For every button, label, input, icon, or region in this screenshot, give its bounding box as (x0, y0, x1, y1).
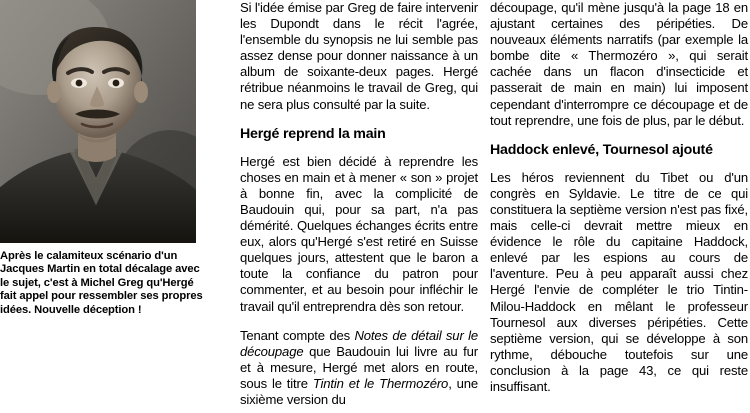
text-run-1: Tenant compte des (240, 327, 355, 343)
portrait-photo-image (0, 0, 196, 243)
photo-caption: Après le calamiteux scénario d'un Jacques Martin en total décalage avec le sujet, c'est à Michel Greg qu'Hergé fait appel pour ressembler ses propres idées. Nouvelle déception ! (0, 250, 203, 316)
paragraph-septieme-version: Les héros reviennent du Tibet ou d'un congrès en Syldavie. Le titre de ce qui constituera la septième version n'est pas fixé, mais celle-ci devrait mettre mieux en évidence le rôle du capitaine Haddock, enlevé par les espions au cours de l'aventure. Peu à peu apparaît aussi chez Hergé l'envie de compléter le trio Tintin-Milou-Haddock en mêlant le professeur Tournesol aux diverses péripéties. Cette septième version, qui se développe à son rythme, débouche toutefois sur une conclusion à la page 43, ce qui reste insuffisant. (490, 169, 748, 394)
paragraph-greg-synopsis: Si l'idée émise par Greg de faire intervenir les Dupondt dans le récit l'agrée, l'ensemble du synopsis ne lui semble pas assez dense pour donner naissance à un album de soixante-deux pages. Hergé rétribue néanmoins le travail de Greg, qui ne sera plus consulté par la suite. (240, 0, 478, 112)
middle-text-column (240, 0, 490, 413)
paragraph-notes-decoupage (240, 328, 478, 408)
italic-title-thermozero: Tintin et le Thermozéro (312, 375, 449, 391)
subheading-haddock-enleve: Haddock enlevé, Tournesol ajouté (490, 141, 713, 158)
italic-title-notes: Notes de détail sur le découpage (240, 327, 478, 359)
photo-column (0, 0, 240, 413)
paragraph-decoupage-suite: découpage, qu'il mène jusqu'à la page 18 en ajustant certaines des péripéties. De nouveaux éléments narratifs (par exemple la bombe dite « Thermozéro », qui serait cachée dans un flacon d'insecticide et passerait de main en main) lui imposent cependant d'interrompre ce découpage et de tout reprendre, une fois de plus, par le début. (490, 0, 748, 128)
portrait-photo (0, 0, 196, 243)
text-run-2: que Baudouin lui livre au fur et à mesure, Hergé met alors en route, sous le titre (240, 343, 478, 391)
right-text-column (490, 0, 750, 413)
text-run-3: , une sixième version du (240, 375, 478, 407)
subheading-herge-reprend-la-main: Hergé reprend la main (240, 125, 386, 142)
paragraph-herge-reprend: Hergé est bien décidé à reprendre les choses en main et à mener « son » projet à bonne fin, avec la complicité de Baudouin qui, pour sa part, n'a pas démérité. Quelques échanges écrits entre eux, alors qu'Hergé s'est retiré en Suisse quelques jours, attestent que le baron a toute la confiance du patron pour commenter, et au besoin pour infléchir le travail qu'il entreprendra dès son retour. (240, 153, 478, 314)
